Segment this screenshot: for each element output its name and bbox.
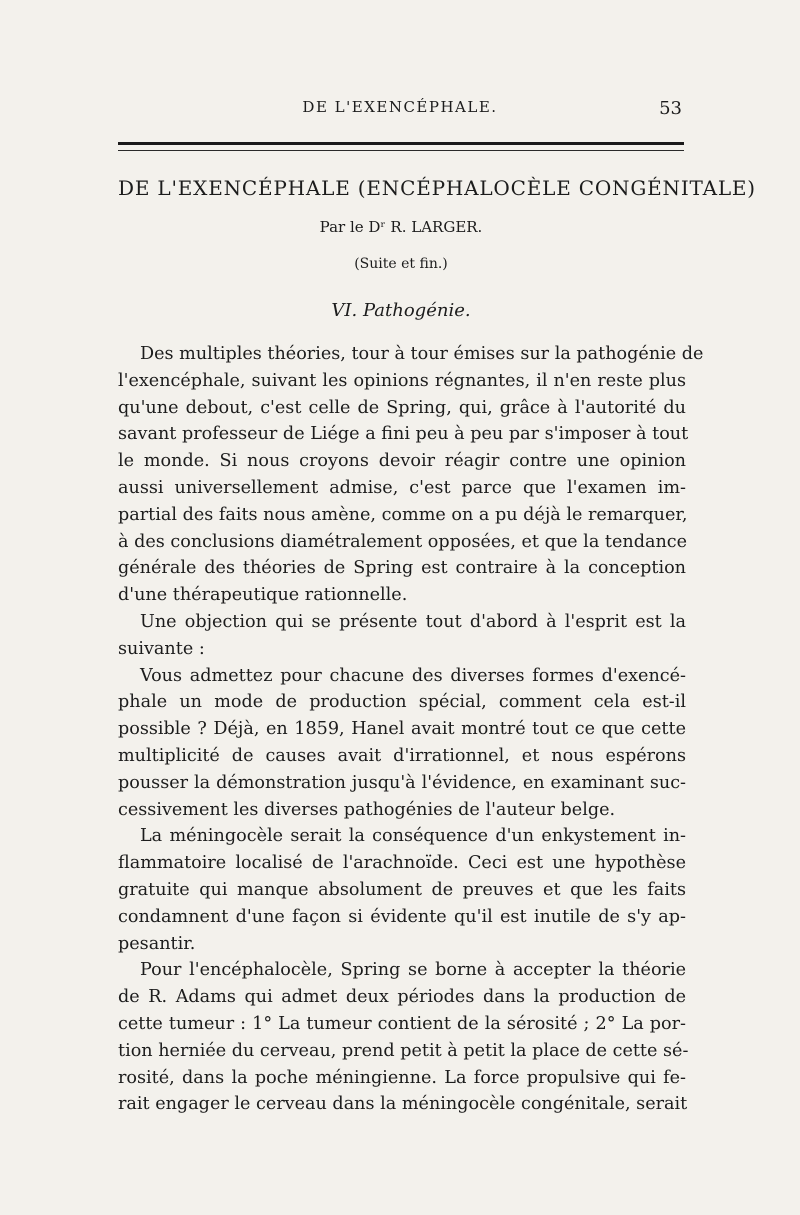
text-line: possible ? Déjà, en 1859, Hanel avait montré tout ce que cette — [118, 719, 686, 740]
text-line: aussi universellement admise, c'est parce que l'examen im- — [118, 477, 686, 498]
text-line: de R. Adams qui admet deux périodes dans la production de — [118, 987, 686, 1008]
continued-note: (Suite et fin.) — [354, 256, 448, 272]
text-line: savant professeur de Liége a fini peu à peu par s'imposer à tout — [118, 424, 689, 445]
text-line: Pour l'encéphalocèle, Spring se borne à accepter la théorie — [140, 960, 686, 981]
text-line: Des multiples théories, tour à tour émises sur la pathogénie de — [140, 344, 704, 364]
text-line: tion herniée du cerveau, prend petit à petit la place de cette sé- — [118, 1040, 689, 1061]
text-line: l'exencéphale, suivant les opinions régnantes, il n'en reste plus — [118, 370, 686, 391]
section-heading: VI. Pathogénie. — [331, 300, 471, 321]
text-line: phale un mode de production spécial, comment cela est-il — [118, 692, 686, 713]
running-head — [118, 98, 682, 122]
text-line: générale des théories de Spring est contraire à la conception — [118, 558, 686, 579]
running-title: DE L'EXENCÉPHALE. — [302, 98, 498, 116]
text-line: rosité, dans la poche méningienne. La force propulsive qui fe- — [118, 1067, 686, 1088]
text-line: rait engager le cerveau dans la méningocèle congénitale, serait — [118, 1094, 688, 1115]
text-line: à des conclusions diamétralement opposées, et que la tendance — [118, 531, 688, 552]
text-line: gratuite qui manque absolument de preuves et que les faits — [118, 879, 686, 900]
body-text — [118, 341, 704, 1118]
text-line: cette tumeur : 1° La tumeur contient de la sérosité ; 2° La por- — [118, 1013, 686, 1034]
text-line: La méningocèle serait la conséquence d'un enkystement in- — [140, 826, 686, 847]
text-line: Une objection qui se présente tout d'abord à l'esprit est la — [140, 611, 686, 632]
header-rule-thick — [118, 142, 684, 145]
text-line: le monde. Si nous croyons devoir réagir contre une opinion — [118, 451, 686, 472]
text-line: multiplicité de causes avait d'irrationnel, et nous espérons — [118, 745, 686, 766]
text-line: qu'une debout, c'est celle de Spring, qui, grâce à l'autorité du — [118, 397, 686, 418]
text-line: pesantir. — [118, 933, 196, 954]
text-line: Vous admettez pour chacune des diverses formes d'exencé- — [140, 665, 686, 686]
article-title: DE L'EXENCÉPHALE (ENCÉPHALOCÈLE CONGÉNITALE) — [118, 176, 756, 200]
author-line: Par le Dʳ R. LARGER. — [319, 218, 483, 236]
text-line: cessivement les diverses pathogénies de l'auteur belge. — [118, 799, 616, 820]
text-line: condamnent d'une façon si évidente qu'il est inutile de s'y ap- — [118, 906, 686, 927]
page-number: 53 — [659, 98, 682, 119]
text-line: partial des faits nous amène, comme on a pu déjà le remarquer, — [118, 504, 688, 525]
text-line: pousser la démonstration jusqu'à l'évidence, en examinant suc- — [118, 772, 686, 793]
text-line: suivante : — [118, 638, 205, 659]
text-line: flammatoire localisé de l'arachnoïde. Ceci est une hypothèse — [118, 853, 686, 874]
header-rule-thin — [118, 150, 684, 151]
text-line: d'une thérapeutique rationnelle. — [118, 585, 408, 606]
